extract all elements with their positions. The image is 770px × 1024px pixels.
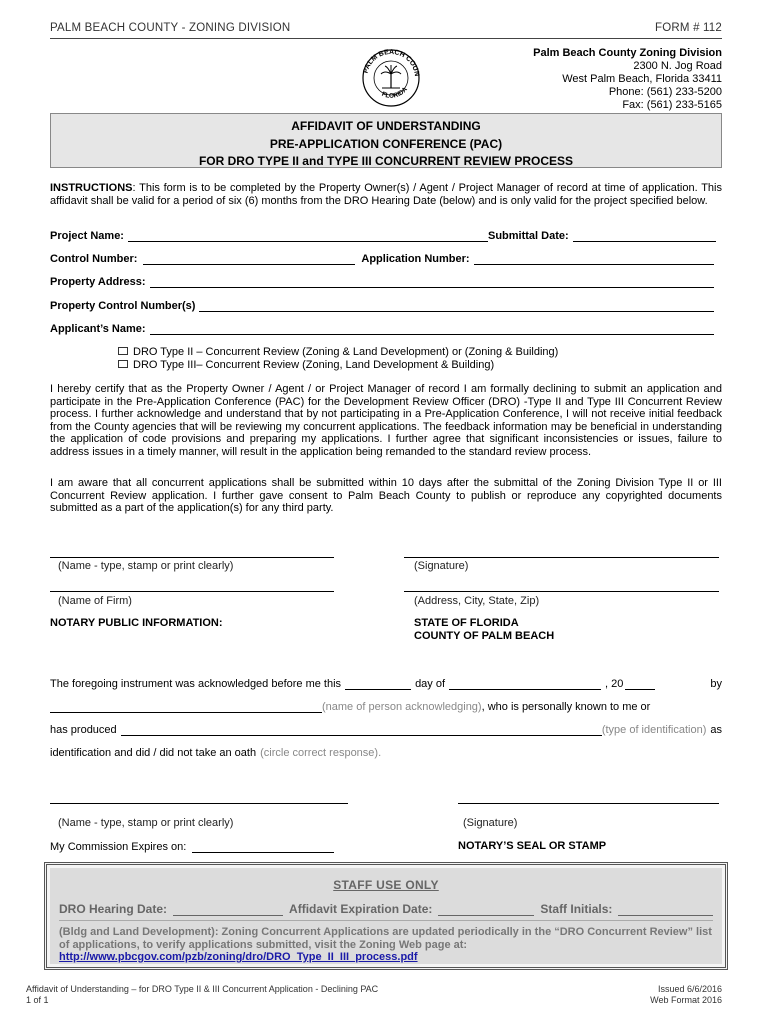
ack-year-field[interactable] (625, 679, 655, 690)
certify-paragraph: I hereby certify that as the Property Owner / Agent / or Project Manager of record I am formally declining to submit an application and participate in the Pre-Application Conference (PAC) for the Development Review Officer (DRO) -Type II and Type III Concurrent Review process. I further acknowledge and understand that by not participating in a Pre-Application Conference, I will not receive initial feedback from the County agencies that will be reviewing my concurrent applications. The feedback information may be beneficial in understanding the application of code provisions and preparing my applications. I further agree that significant inconsistencies or issues, failure to address issues in a timely manner, will result in the application being remanded to the standard review process. (50, 383, 722, 458)
dro-process-link[interactable]: http://www.pbcgov.com/pzb/zoning/dro/DRO_Type_II_III_process.pdf (59, 951, 418, 963)
ack-year-prefix: , 20 (605, 678, 624, 690)
ack-person-hint: (name of person acknowledging) (322, 701, 482, 713)
affidavit-expiration-field[interactable] (438, 905, 534, 916)
footer-document-title: Affidavit of Understanding – for DRO Type II & III Concurrent Application - Declining PAC (26, 984, 379, 994)
staff-divider (59, 920, 713, 921)
ack-before-text: The foregoing instrument was acknowledged before me this (50, 678, 342, 690)
ack-produced-text: has produced (50, 724, 117, 736)
property-address-field[interactable] (150, 277, 714, 288)
county-seal (358, 48, 424, 108)
address-phone: Phone: (561) 233-5200 (608, 86, 722, 98)
seal-bottom-text: FLORIDA (380, 86, 409, 100)
title-line-2: PRE-APPLICATION CONFERENCE (PAC) (269, 136, 503, 151)
division-header: PALM BEACH COUNTY - ZONING DIVISION (50, 22, 291, 34)
ack-month-field[interactable] (449, 679, 601, 690)
staff-initials-label: Staff Initials: (540, 902, 613, 916)
commission-expires-row (50, 839, 334, 853)
acknowledgement-line-4 (50, 745, 722, 759)
dro-hearing-date-label: DRO Hearing Date: (59, 902, 168, 916)
applicant-name-caption: (Name - type, stamp or print clearly) (58, 560, 234, 572)
applicant-signature-line[interactable] (404, 557, 719, 558)
acknowledgement-line-1 (50, 676, 722, 690)
dro-type-ii-checkbox[interactable] (118, 347, 128, 355)
dro-type-options (118, 346, 558, 372)
commission-expires-field[interactable] (192, 842, 334, 853)
staff-note (59, 926, 713, 964)
staff-initials-field[interactable] (618, 905, 713, 916)
affidavit-expiration-label: Affidavit Expiration Date: (289, 902, 433, 916)
application-number-label: Application Number: (361, 253, 470, 265)
form-title-box (50, 113, 722, 168)
firm-name-line[interactable] (50, 591, 334, 592)
property-control-field[interactable] (199, 301, 714, 312)
project-name-field[interactable] (128, 231, 488, 242)
instructions (50, 182, 722, 207)
title-line-1: AFFIDAVIT OF UNDERSTANDING (291, 119, 481, 133)
footer-page-number: 1 of 1 (26, 995, 49, 1005)
staff-use-box (44, 862, 728, 970)
form-number: FORM # 112 (655, 22, 722, 34)
address-org: Palm Beach County Zoning Division (533, 47, 722, 59)
firm-address-line[interactable] (404, 591, 719, 592)
dro-type-ii-option[interactable] (118, 346, 558, 359)
staff-fields-row (59, 900, 713, 916)
instructions-text: : This form is to be completed by the Property Owner(s) / Agent / Project Manager of record at time of application. This affidavit shall be valid for a period of six (6) months from the DRO Hearing Date (below) and is only valid for the project specified below. (50, 182, 722, 207)
notary-signature-caption: (Signature) (463, 817, 518, 829)
footer-web-format: Web Format 2016 (650, 995, 722, 1005)
control-number-row (50, 251, 722, 265)
footer-left (26, 984, 378, 1006)
notary-seal-label: NOTARY’S SEAL OR STAMP (458, 840, 607, 852)
ack-as-text: as (710, 724, 722, 736)
control-number-label: Control Number: (50, 253, 138, 265)
notary-name-caption: (Name - type, stamp or print clearly) (58, 817, 234, 829)
property-address-label: Property Address: (50, 276, 146, 288)
ack-identification-field[interactable] (121, 725, 602, 736)
property-control-row (50, 298, 722, 312)
address-fax: Fax: (561) 233-5165 (622, 99, 722, 111)
address-street: 2300 N. Jog Road (633, 60, 722, 72)
dro-type-iii-option[interactable] (118, 359, 558, 372)
ack-known-text: , who is personally known to me or (481, 701, 651, 713)
application-number-field[interactable] (474, 254, 714, 265)
notary-county: COUNTY OF PALM BEACH (414, 629, 555, 642)
staff-use-inner (50, 868, 722, 964)
acknowledgement-line-3 (50, 722, 722, 736)
seal-top-text: PALM BEACH COUN (362, 48, 421, 77)
footer-issued-date: Issued 6/6/2016 (657, 984, 722, 994)
firm-address-caption: (Address, City, State, Zip) (414, 595, 540, 607)
address-city: West Palm Beach, Florida 33411 (562, 73, 722, 85)
ack-by-text: by (710, 678, 722, 690)
project-name-label: Project Name: (50, 230, 124, 242)
dro-type-ii-label: DRO Type II – Concurrent Review (Zoning & Land Development) or (Zoning & Building) (133, 346, 559, 358)
project-name-row (50, 228, 722, 242)
applicant-name-field[interactable] (150, 324, 714, 335)
applicant-name-label: Applicant’s Name: (50, 323, 146, 335)
applicant-name-row (50, 321, 722, 335)
ack-person-name-field[interactable] (50, 702, 322, 713)
property-control-label: Property Control Number(s) (50, 300, 196, 312)
commission-expires-label: My Commission Expires on: (50, 841, 187, 853)
dro-hearing-date-field[interactable] (173, 905, 283, 916)
header-rule (50, 38, 722, 39)
control-number-field[interactable] (143, 254, 355, 265)
dro-type-iii-label: DRO Type III– Concurrent Review (Zoning, Land Development & Building) (133, 359, 495, 371)
ack-day-field[interactable] (345, 679, 411, 690)
instructions-label: INSTRUCTIONS (50, 182, 133, 194)
notary-state-county (414, 617, 554, 642)
submittal-date-label: Submittal Date: (487, 230, 569, 242)
firm-name-caption: (Name of Firm) (58, 595, 132, 607)
ack-day-of-text: day of (415, 678, 446, 690)
title-line-3: FOR DRO TYPE II and TYPE III CONCURRENT REVIEW PROCESS (198, 154, 574, 168)
staff-use-title: STAFF USE ONLY (333, 878, 439, 892)
notary-name-line[interactable] (50, 803, 348, 804)
staff-note-text: (Bldg and Land Development): Zoning Concurrent Applications are updated periodically in the “DRO Concurrent Review” list of applications, to verify applications submitted, visit the Zoning Web page at: (59, 926, 712, 951)
applicant-signature-caption: (Signature) (414, 560, 469, 572)
applicant-name-signature-line[interactable] (50, 557, 334, 558)
submittal-date-field[interactable] (573, 231, 716, 242)
property-address-row (50, 274, 722, 288)
notary-state: STATE OF FLORIDA (414, 617, 519, 629)
notary-heading: NOTARY PUBLIC INFORMATION: (50, 617, 223, 629)
ack-oath-hint: (circle correct response). (260, 747, 382, 759)
ack-oath-text: identification and did / did not take an oath (50, 747, 257, 759)
footer-right (650, 984, 722, 1006)
dro-type-iii-checkbox[interactable] (118, 360, 128, 368)
aware-paragraph: I am aware that all concurrent applications shall be submitted within 10 days after the submittal of the Zoning Division Type II or III Concurrent Review application. I further gave consent to Palm Beach County to publish or reproduce any copyrighted documents submitted as a part of the application(s) for any third party. (50, 477, 722, 514)
notary-signature-line[interactable] (458, 803, 719, 804)
division-address (533, 47, 722, 112)
ack-identification-hint: (type of identification) (601, 724, 707, 736)
acknowledgement-line-2 (50, 699, 722, 713)
